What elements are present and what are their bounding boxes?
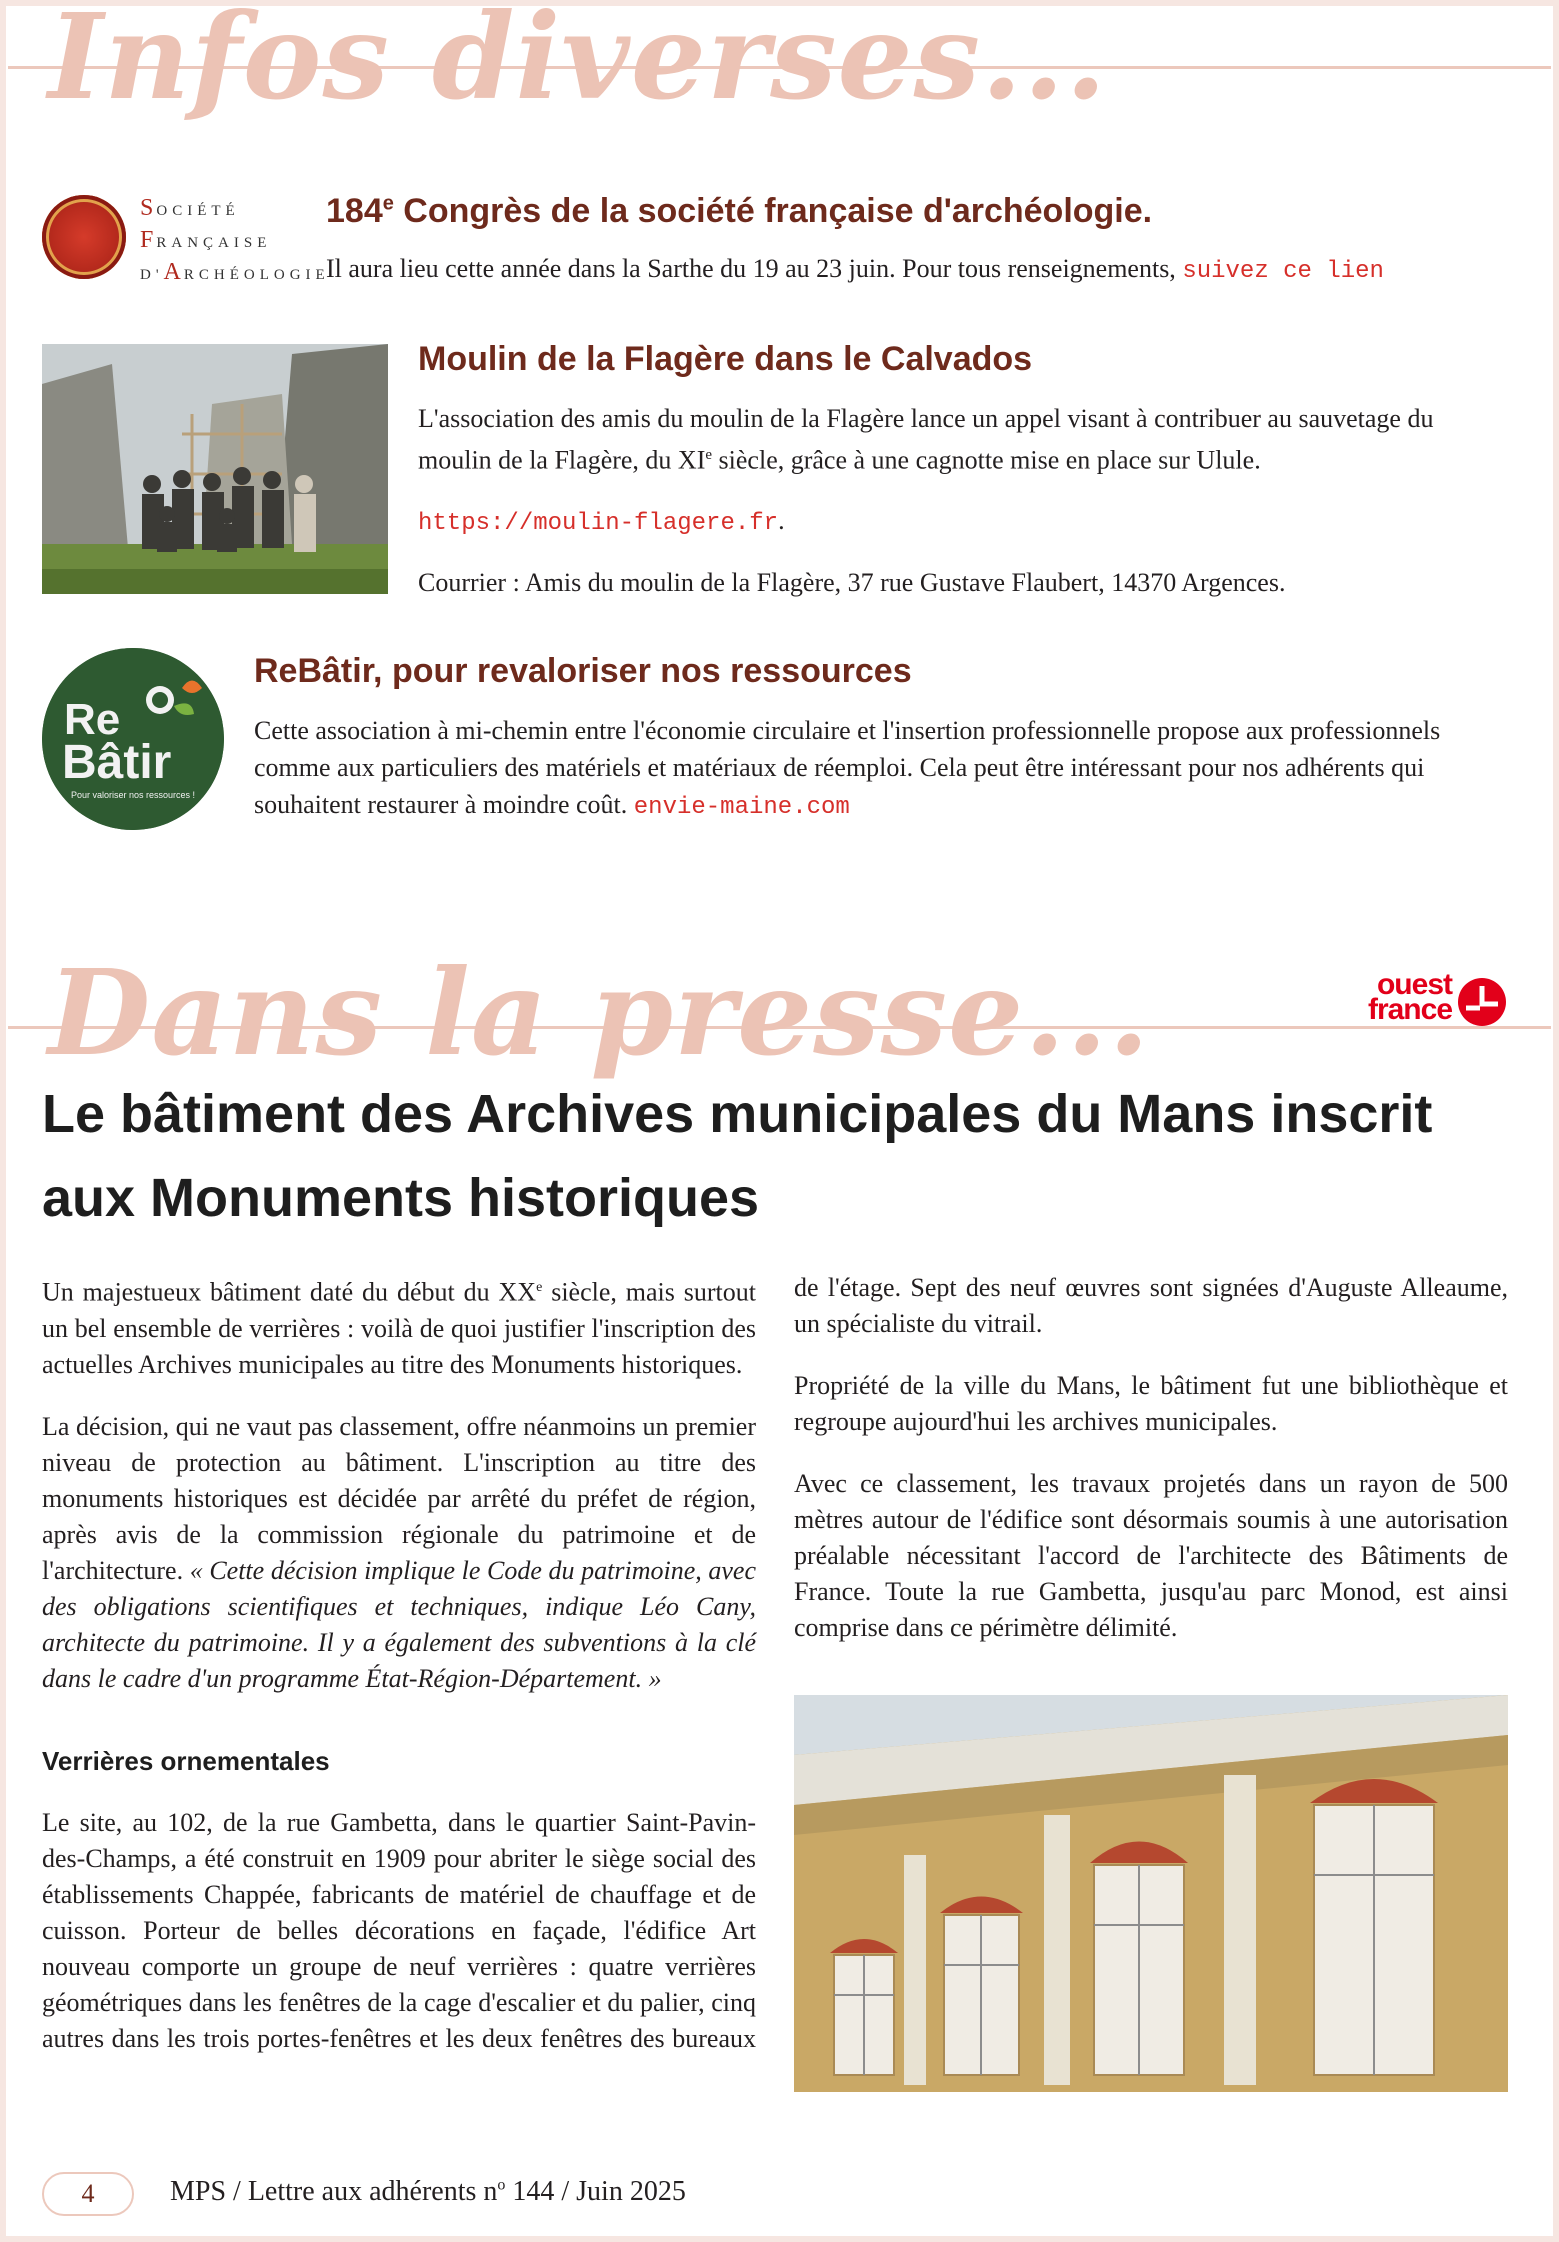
moulin-title: Moulin de la Flagère dans le Calvados [418, 340, 1033, 378]
archives-building-photo [794, 1695, 1508, 2092]
article-paragraph-2: La décision, qui ne vaut pas classement, offre néanmoins un premier niveau de protection au bâtiment. L'inscription au titre des monuments historiques est décidée par arrêté du préfet de région, après avis de la commission régionale du patrimoine et de l'architecture. « Cette décision implique le Code du patrimoine, avec des obligations scientifiques et techniques, indique Léo Cany, architecte du patrimoine. Il y a également des subventions à la clé dans le cadre d'un programme État-Région-Département. » [42, 1411, 756, 1693]
svg-text:Re: Re [64, 695, 121, 744]
sfa-title: 184e Congrès de la société française d'archéologie. [326, 192, 1153, 230]
article-subhead: Verrières ornementales [42, 1745, 330, 1776]
ouest-france-mark-icon [1458, 978, 1506, 1026]
article-column-left [42, 1270, 756, 2083]
article-paragraph-1: Un majestueux bâtiment daté du début du XXe siècle, mais surtout un bel ensemble de verrières : voilà de quoi justifier l'inscription des actuelles Archives municipales au titre des Monuments historiques. [42, 1277, 757, 1379]
article-headline: Le bâtiment des Archives municipales du Mans inscrit aux Monuments historiques [42, 1084, 1433, 1228]
rebatir-link[interactable]: envie-maine.com [633, 794, 850, 821]
moulin-courrier: Courrier : Amis du moulin de la Flagère, 37 rue Gustave Flaubert, 14370 Argences. [418, 568, 1286, 597]
moulin-photo [42, 344, 388, 594]
article-quote: « Cette décision implique le Code du patrimoine, avec des obligations scientifiques et techniques, indique Léo Cany, architecte du patrimoine. Il y a également des subventions à la clé dans le cadre d'un programme État-Région-Département. » [42, 1555, 756, 1693]
rebatir-text: Cette association à mi-chemin entre l'économie circulaire et l'insertion professionnelle propose aux professionnels comme aux particuliers des matériels et matériaux de réemploi. Cela peut être intéressant pour nos adhérents qui souhaitent restaurer à moindre coût. envie-maine.com [254, 716, 1441, 821]
footer-text: MPS / Lettre aux adhérents $n^o$ 144 / Juin 2025 [170, 2176, 686, 2207]
svg-text:Pour valoriser nos ressources: Pour valoriser nos ressources ! [70, 790, 196, 800]
sfa-wordmark: SOCIÉTÉ FRANÇAISE D'ARCHÉOLOGIE [140, 195, 330, 285]
page-number: 4 [42, 2172, 134, 2216]
presse-section-title: Dans la presse... [48, 943, 1151, 1082]
article-column-right [794, 1270, 1508, 1672]
moulin-link[interactable]: https://moulin-flagere.fr [418, 510, 779, 537]
sfa-logo [42, 192, 330, 285]
sfa-text: Il aura lieu cette année dans la Sarthe du 19 au 23 juin. Pour tous renseignements, suivez ce lien [326, 254, 1384, 285]
moulin-text: L'association des amis du moulin de la Flagère lance un appel visant à contribuer au sauvetage du moulin de la Flagère, du XIe siècle, grâce à une cagnotte mise en place sur Ulule. [418, 404, 1434, 475]
article-paragraph-3-continued: de l'étage. Sept des neuf œuvres sont signées d'Auguste Alleaume, un spécialiste du vitrail. [794, 1273, 1508, 1338]
sfa-link[interactable]: suivez ce lien [1182, 258, 1384, 285]
sfa-seal-icon [42, 195, 126, 279]
ouest-france-wordmark: ouest france [1367, 968, 1452, 1026]
article-paragraph-4: Propriété de la ville du Mans, le bâtiment fut une bibliothèque et regroupe aujourd'hui les archives municipales. [794, 1371, 1508, 1436]
article-paragraph-5: Avec ce classement, les travaux projetés dans un rayon de 500 mètres autour de l'édifice sont désormais soumis à une autorisation préalable nécessitant l'accord de l'architecte des Bâtiments de France. Toute la rue Gambetta, jusqu'au parc Monod, est ainsi comprise dans ce périmètre délimité. [794, 1469, 1508, 1642]
svg-text:Bâtir: Bâtir [62, 736, 172, 789]
moulin-link-line: https://moulin-flagere.fr. [418, 506, 785, 537]
article-paragraph-3: Le site, au 102, de la rue Gambetta, dans le quartier Saint-Pavin-des-Champs, a été construit en 1909 pour abriter le siège social des établissements Chappée, fabricants de matériel de chauffage et de cuisson. Porteur de belles décorations en façade, l'édifice Art nouveau comporte un groupe de neuf verrières : quatre verrières géométriques dans les fenêtres de la cage d'escalier et du palier, cinq autres dans les trois portes-fenêtres et les deux fenêtres des bureaux [42, 1807, 756, 2053]
rebatir-logo [42, 648, 224, 830]
infos-section-title: Infos diverses... [48, 0, 1108, 126]
rebatir-logo-mark [42, 648, 224, 830]
archives-building-illustration [794, 1695, 1508, 2092]
ouest-france-logo [1340, 968, 1510, 1032]
rebatir-title: ReBâtir, pour revaloriser nos ressources [254, 652, 912, 690]
moulin-photo-illustration [42, 344, 388, 594]
